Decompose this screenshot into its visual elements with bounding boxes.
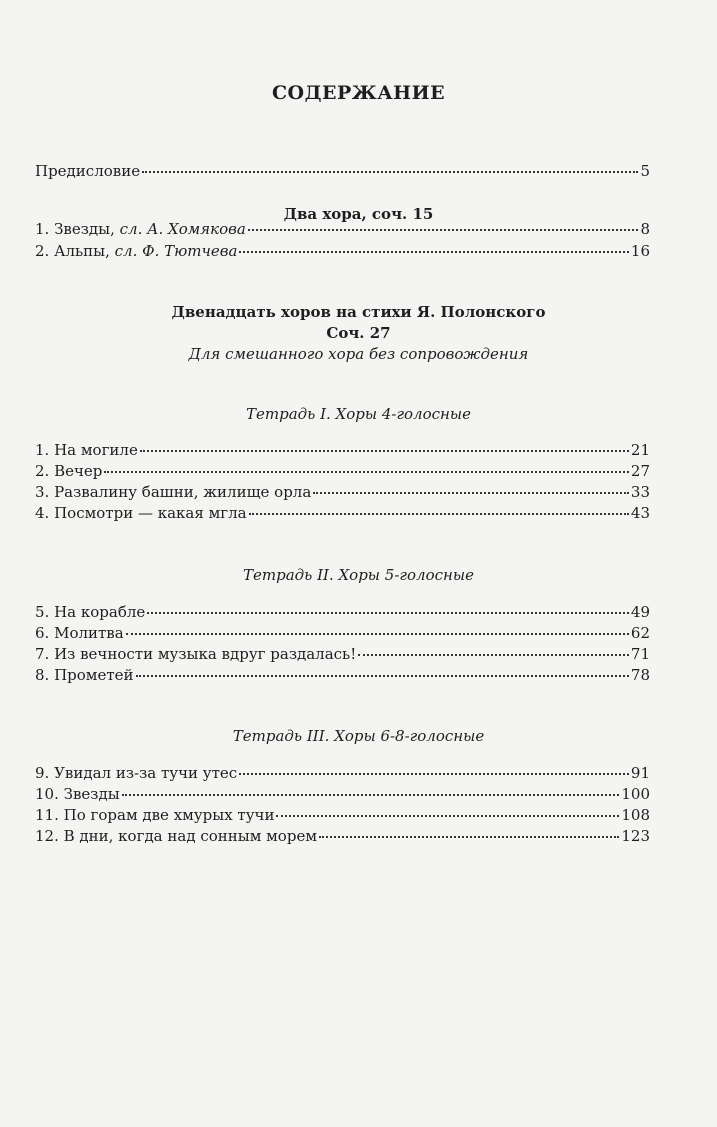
toc-entry-label: Предисловие [35, 162, 141, 180]
page-title: СОДЕРЖАНИЕ [271, 82, 446, 104]
toc-entry-label: 9. Увидал из-за тучи утес [35, 764, 238, 782]
dot-leader [104, 471, 629, 473]
toc-page-number: 108 [621, 806, 650, 824]
dot-leader [239, 251, 628, 253]
toc-entry-label: 2. Альпы, сл. Ф. Тютчева [35, 242, 238, 260]
toc-page-number: 78 [630, 666, 650, 684]
dot-leader [142, 171, 638, 173]
toc-entry-10[interactable] [35, 666, 650, 686]
dot-leader [276, 815, 619, 817]
toc-entry-9[interactable] [35, 645, 650, 665]
toc-entry-label: 2. Вечер [35, 462, 103, 480]
toc-entry-11[interactable] [35, 764, 650, 784]
toc-entry-label: 10. Звезды [35, 785, 120, 803]
dot-leader [239, 773, 629, 775]
dot-leader [313, 492, 629, 494]
toc-page-number: 8 [640, 220, 650, 238]
toc-page-number: 49 [630, 603, 650, 621]
notebook-heading-3: Тетрадь III. Хоры 6-8-голосные [232, 727, 485, 745]
toc-page-number: 27 [630, 462, 650, 480]
toc-entry-label: 1. На могиле [35, 441, 138, 459]
toc-entry-8[interactable] [35, 624, 650, 644]
toc-entry-1[interactable] [35, 220, 650, 240]
dot-leader [249, 513, 629, 515]
toc-entry-6[interactable] [35, 504, 650, 524]
dot-leader [147, 612, 629, 614]
toc-page-number: 43 [630, 504, 650, 522]
toc-entry-label: 1. Звезды, сл. А. Хомякова [35, 220, 246, 238]
dot-leader [140, 450, 629, 452]
toc-entry-4[interactable] [35, 462, 650, 482]
toc-entry-label: 8. Прометей [35, 666, 134, 684]
section-subtitle: Для смешанного хора без сопровождения [188, 345, 529, 363]
toc-page-number: 62 [630, 624, 650, 642]
section-heading-op27: Двенадцать хоров на стихи Я. Полонского [171, 303, 546, 321]
dot-leader [122, 794, 620, 796]
toc-entry-7[interactable] [35, 603, 650, 623]
toc-entry-5[interactable] [35, 483, 650, 503]
dot-leader [358, 654, 629, 656]
toc-entry-13[interactable] [35, 806, 650, 826]
toc-entry-14[interactable] [35, 827, 650, 847]
toc-entry-label: 3. Развалину башни, жилище орла [35, 483, 312, 501]
section-heading-op15: Два хора, соч. 15 [283, 205, 434, 223]
toc-page-number: 21 [630, 441, 650, 459]
dot-leader [136, 675, 629, 677]
section-opus: Соч. 27 [326, 324, 391, 342]
toc-page-number: 71 [630, 645, 650, 663]
toc-entry-label: 7. Из вечности музыка вдруг раздалась! [35, 645, 357, 663]
toc-page-number: 91 [630, 764, 650, 782]
toc-entry-preface[interactable] [35, 162, 650, 182]
toc-entry-label: 12. В дни, когда над сонным морем [35, 827, 317, 845]
toc-entry-label: 5. На корабле [35, 603, 146, 621]
toc-page-number: 123 [621, 827, 650, 845]
toc-entry-label: 6. Молитва [35, 624, 124, 642]
toc-page-number: 16 [630, 242, 650, 260]
notebook-heading-2: Тетрадь II. Хоры 5-голосные [243, 566, 474, 584]
toc-page-number: 5 [640, 162, 650, 180]
toc-page-number: 100 [621, 785, 650, 803]
dot-leader [248, 229, 639, 231]
toc-entry-label: 4. Посмотри — какая мгла [35, 504, 247, 522]
toc-entry-label: 11. По горам две хмурых тучи [35, 806, 275, 824]
dot-leader [126, 633, 629, 635]
toc-entry-3[interactable] [35, 441, 650, 461]
toc-entry-2[interactable] [35, 242, 650, 262]
toc-entry-12[interactable] [35, 785, 650, 805]
dot-leader [319, 836, 619, 838]
notebook-heading-1: Тетрадь I. Хоры 4-голосные [245, 405, 472, 423]
toc-page-number: 33 [630, 483, 650, 501]
